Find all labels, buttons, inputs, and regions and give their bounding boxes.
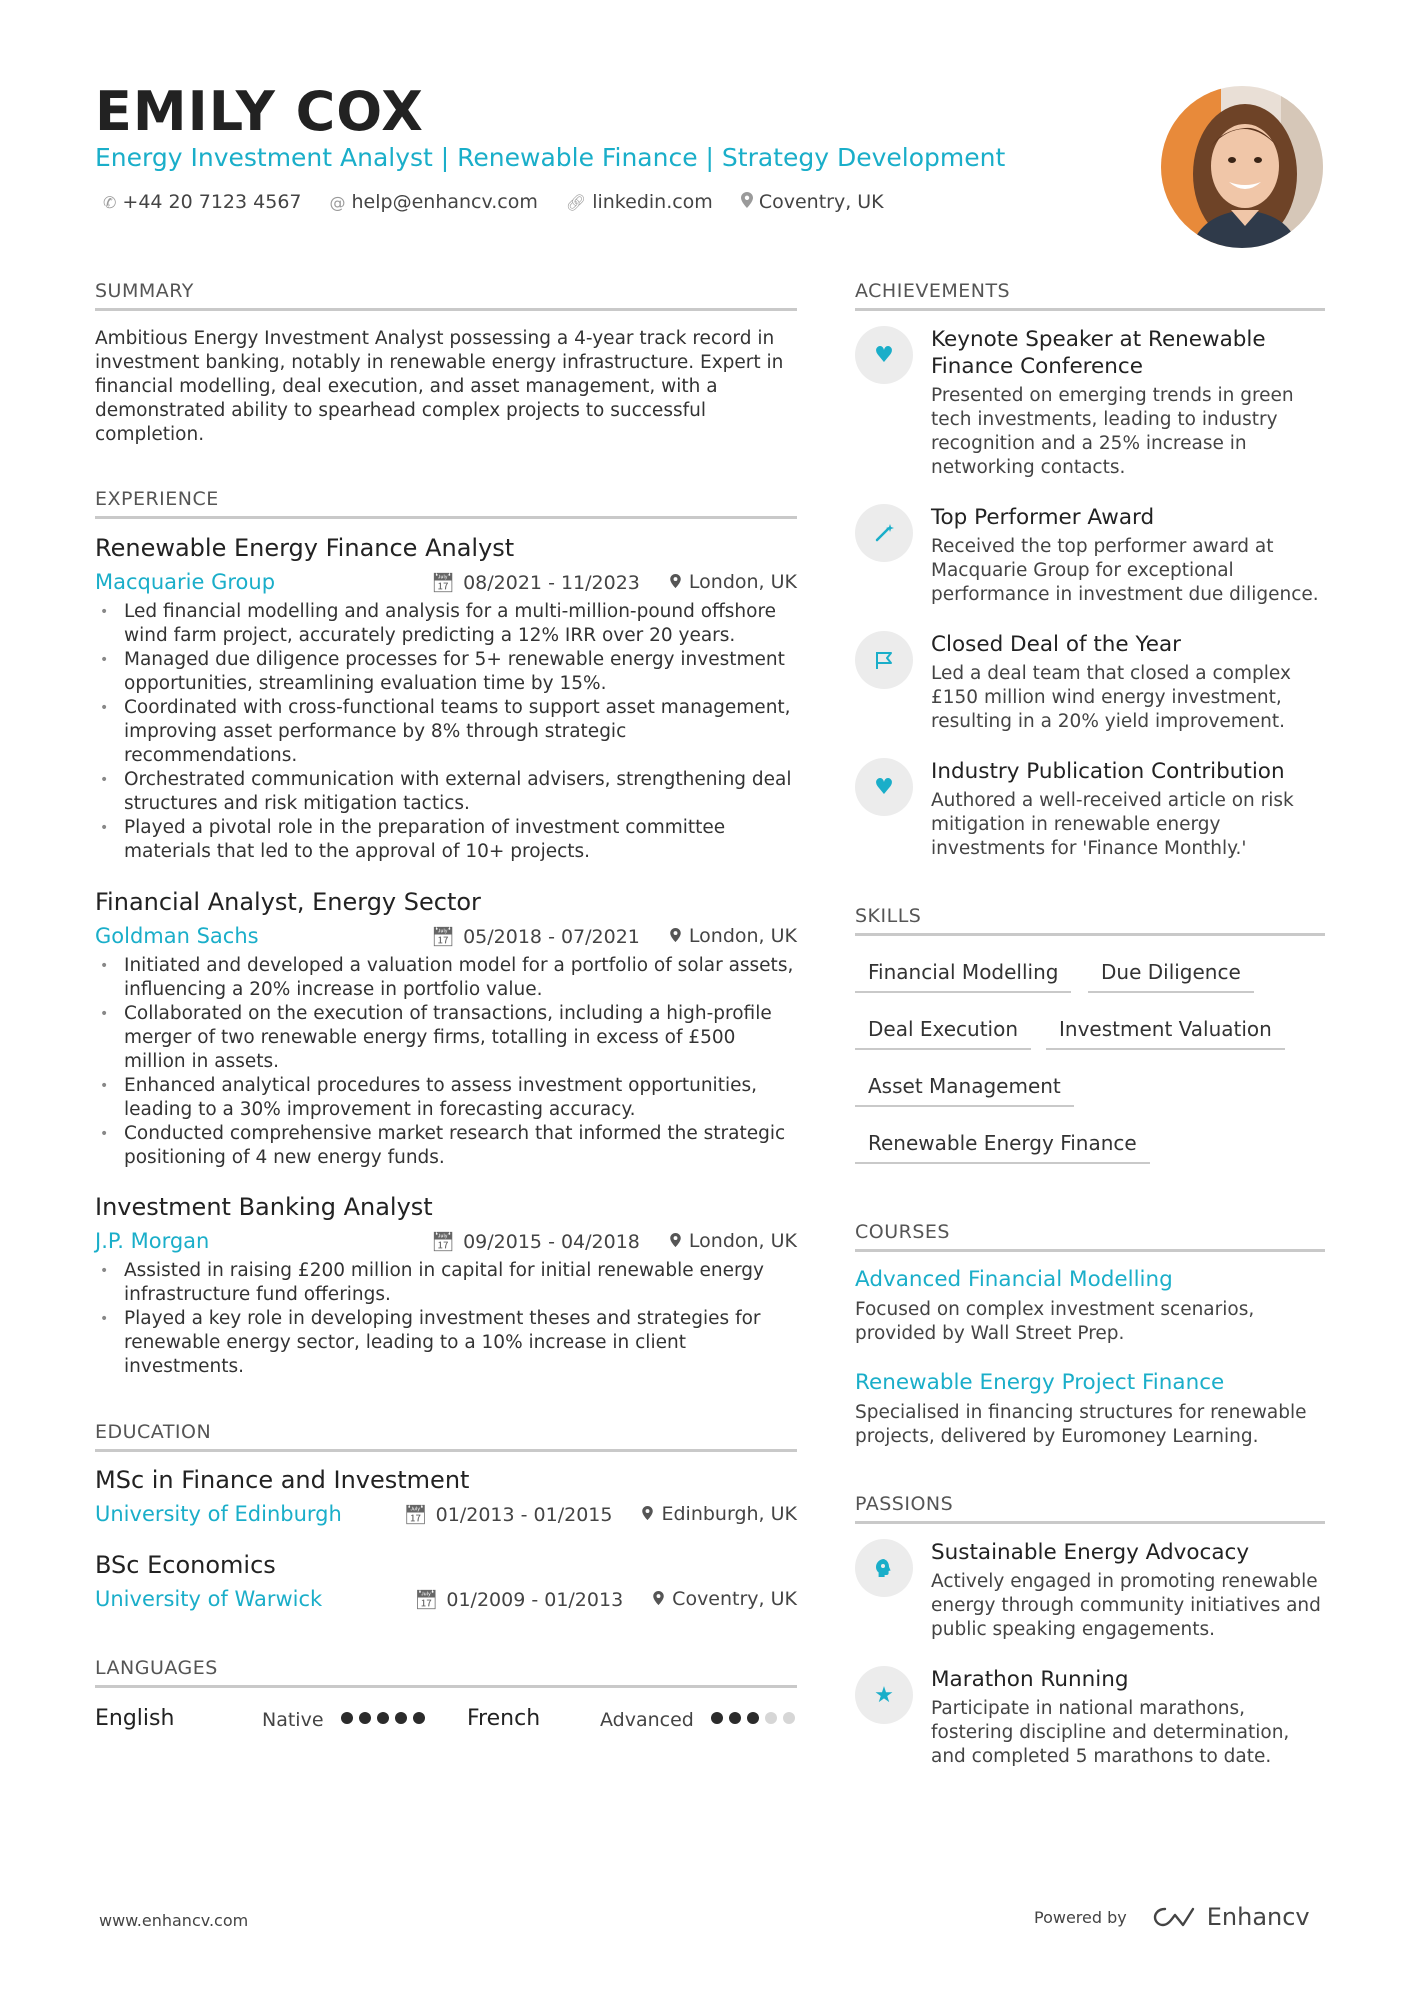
- achievement-title: Keynote Speaker at Renewable Finance Conference: [931, 327, 1266, 379]
- achievements-section-title: ACHIEVEMENTS: [855, 280, 1325, 311]
- heart-icon: ♥: [855, 758, 913, 816]
- education-location: Coventry, UK: [672, 1587, 797, 1610]
- job-bullets: [95, 954, 797, 1170]
- education-degree: BSc Economics: [95, 1551, 276, 1579]
- education-school[interactable]: University of Warwick: [95, 1587, 323, 1611]
- courses-section-title: COURSES: [855, 1221, 1325, 1252]
- rating-dot-empty: [765, 1712, 777, 1724]
- summary-section-title: SUMMARY: [95, 280, 797, 311]
- achievement-desc: Led a deal team that closed a complex £150 million wind energy investment, resulting in a 20% yield improvement.: [931, 663, 1291, 732]
- skill-tag: Asset Management: [855, 1074, 1074, 1107]
- education-entry: [95, 1551, 797, 1611]
- course-title[interactable]: Advanced Financial Modelling: [855, 1267, 1173, 1292]
- location-pin-icon: [653, 1588, 664, 1610]
- footer-website[interactable]: www.enhancv.com: [99, 1911, 249, 1930]
- achievement-item: [855, 504, 1325, 607]
- job-bullet: • Conducted comprehensive market research that informed the strategic positioning of 4 new energy funds.: [95, 1122, 797, 1170]
- job-dates: 05/2018 - 07/2021: [463, 925, 640, 948]
- course-desc: Focused on complex investment scenarios, provided by Wall Street Prep.: [855, 1299, 1255, 1344]
- rating-dot-filled: [359, 1712, 371, 1724]
- education-degree: MSc in Finance and Investment: [95, 1466, 470, 1494]
- rating-dot-filled: [729, 1712, 741, 1724]
- job-bullet: • Played a key role in developing investment theses and strategies for renewable energy sector, leading to a 10% increase in client investments.: [95, 1307, 797, 1379]
- language-rating: [341, 1712, 425, 1724]
- rating-dot-filled: [341, 1712, 353, 1724]
- profile-photo: [1161, 86, 1323, 248]
- skill-tag: Renewable Energy Finance: [855, 1131, 1150, 1164]
- job-role: Financial Analyst, Energy Sector: [95, 888, 481, 916]
- skill-tag: Financial Modelling: [855, 960, 1071, 993]
- course-item: [855, 1267, 1325, 1346]
- job-bullet: • Assisted in raising £200 million in capital for initial renewable energy infrastructure fund offerings.: [95, 1259, 797, 1307]
- job-dates: 08/2021 - 11/2023: [463, 571, 640, 594]
- achievement-item: [855, 631, 1325, 734]
- rating-dot-filled: [377, 1712, 389, 1724]
- passion-desc: Actively engaged in promoting renewable energy through community initiatives and public speaking engagements.: [931, 1571, 1321, 1640]
- passion-title: Marathon Running: [931, 1667, 1129, 1692]
- enhancv-logo[interactable]: [1151, 1903, 1310, 1931]
- language-level: Native: [262, 1709, 324, 1731]
- skill-tag: Investment Valuation: [1046, 1017, 1285, 1050]
- job-location: London, UK: [688, 570, 797, 593]
- link-icon: 🔗︎: [565, 192, 587, 212]
- powered-by-label: Powered by: [1034, 1907, 1127, 1927]
- language-level: Advanced: [600, 1709, 694, 1731]
- calendar-icon: 📅︎: [430, 925, 456, 948]
- passion-title: Sustainable Energy Advocacy: [931, 1540, 1250, 1565]
- location-pin-icon: [670, 1230, 681, 1252]
- job-bullet: • Enhanced analytical procedures to assess investment opportunities, leading to a 30% improvement in forecasting accuracy.: [95, 1074, 797, 1122]
- skill-tag: Deal Execution: [855, 1017, 1031, 1050]
- calendar-icon: 📅︎: [430, 571, 456, 594]
- brain-icon: [855, 1539, 913, 1597]
- job-bullet: • Coordinated with cross-functional teams to support asset management, improving asset performance by 8% through strategic recommendations.: [95, 696, 797, 768]
- calendar-icon: 📅︎: [403, 1503, 428, 1526]
- location-pin-icon: [741, 192, 753, 212]
- job-company[interactable]: Macquarie Group: [95, 570, 276, 594]
- experience-section-title: EXPERIENCE: [95, 488, 797, 519]
- passions-section-title: PASSIONS: [855, 1493, 1325, 1524]
- email-text: help@enhancv.com: [351, 191, 538, 213]
- location-text: Coventry, UK: [758, 191, 884, 213]
- job-bullet: • Orchestrated communication with external advisers, strengthening deal structures and risk mitigation tactics.: [95, 768, 797, 816]
- job-bullet: • Initiated and developed a valuation model for a portfolio of solar assets, influencing a 20% increase in portfolio value.: [95, 954, 797, 1002]
- job-company[interactable]: Goldman Sachs: [95, 924, 259, 948]
- passion-desc: Participate in national marathons, fostering discipline and determination, and completed 5 marathons to date.: [931, 1698, 1290, 1767]
- skill-tag: Due Diligence: [1088, 960, 1254, 993]
- contact-linkedin[interactable]: [566, 191, 713, 213]
- heart-icon: ♥: [855, 326, 913, 384]
- job-role: Investment Banking Analyst: [95, 1193, 433, 1221]
- education-dates: 01/2009 - 01/2013: [446, 1588, 624, 1611]
- location-pin-icon: [670, 925, 681, 947]
- education-dates: 01/2013 - 01/2015: [435, 1503, 613, 1526]
- star-icon: ★: [855, 1666, 913, 1724]
- achievement-title: Closed Deal of the Year: [931, 632, 1182, 657]
- contact-phone[interactable]: [103, 191, 302, 213]
- job-bullet: • Led financial modelling and analysis for a multi-million-pound offshore wind farm project, accurately predicting a 12% IRR over 20 years.: [95, 600, 797, 648]
- location-pin-icon: [642, 1503, 653, 1525]
- rating-dot-filled: [413, 1712, 425, 1724]
- education-entry: [95, 1466, 797, 1526]
- job-bullets: [95, 1259, 797, 1379]
- course-desc: Specialised in financing structures for renewable projects, delivered by Euromoney Learning.: [855, 1402, 1307, 1447]
- rating-dot-filled: [747, 1712, 759, 1724]
- job-entry: [95, 1193, 797, 1379]
- calendar-icon: 📅︎: [430, 1230, 456, 1253]
- candidate-name: EMILY COX: [95, 80, 424, 143]
- rating-dot-empty: [783, 1712, 795, 1724]
- contact-bar: [103, 191, 884, 213]
- language-rating: [711, 1712, 795, 1724]
- phone-text: +44 20 7123 4567: [122, 191, 302, 213]
- enhancv-brand-name: Enhancv: [1206, 1903, 1310, 1931]
- job-dates: 09/2015 - 04/2018: [463, 1230, 640, 1253]
- magic-wand-icon: [855, 504, 913, 562]
- contact-email[interactable]: [330, 191, 538, 213]
- job-location: London, UK: [688, 1229, 797, 1252]
- skills-section-title: SKILLS: [855, 905, 1325, 936]
- education-section-title: EDUCATION: [95, 1421, 797, 1452]
- achievement-title: Top Performer Award: [931, 505, 1155, 530]
- course-item: [855, 1370, 1325, 1449]
- achievement-item: [855, 326, 1325, 480]
- job-bullet: • Played a pivotal role in the preparation of investment committee materials that led to the approval of 10+ projects.: [95, 816, 797, 864]
- job-entry: [95, 888, 797, 1170]
- location-pin-icon: [670, 571, 681, 593]
- achievement-title: Industry Publication Contribution: [931, 759, 1285, 784]
- course-title[interactable]: Renewable Energy Project Finance: [855, 1370, 1225, 1395]
- job-bullet: • Managed due diligence processes for 5+ renewable energy investment opportunities, streamlining evaluation time by 15%.: [95, 648, 797, 696]
- summary-text: Ambitious Energy Investment Analyst possessing a 4-year track record in investment banking, notably in renewable energy infrastructure. Expert in financial modelling, deal execution, and asset management, with a demonstrated ability to spearhead complex projects to successful completion.: [95, 328, 784, 445]
- job-location: London, UK: [688, 924, 797, 947]
- job-bullet: • Collaborated on the execution of transactions, including a high-profile merger of two renewable energy firms, totalling in excess of £500 million in assets.: [95, 1002, 797, 1074]
- language-name: English: [95, 1706, 175, 1731]
- job-entry: [95, 534, 797, 864]
- footer-branding: [1034, 1903, 1310, 1931]
- achievement-desc: Received the top performer award at Macquarie Group for exceptional performance in investment due diligence.: [931, 536, 1319, 605]
- passion-item: [855, 1666, 1325, 1769]
- achievement-desc: Presented on emerging trends in green tech investments, leading to industry recognition and a 25% increase in networking contacts.: [931, 385, 1294, 478]
- languages-row: [95, 1706, 797, 1736]
- achievement-item: [855, 758, 1325, 861]
- education-location: Edinburgh, UK: [661, 1502, 797, 1525]
- calendar-icon: 📅︎: [414, 1588, 439, 1611]
- enhancv-logo-icon: [1151, 1905, 1197, 1929]
- achievement-desc: Authored a well-received article on risk mitigation in renewable energy investments for 'Finance Monthly.': [931, 790, 1294, 859]
- language-name: French: [467, 1706, 541, 1731]
- passion-item: [855, 1539, 1325, 1642]
- job-bullets: [95, 600, 797, 864]
- at-icon: @: [329, 192, 346, 212]
- job-role: Renewable Energy Finance Analyst: [95, 534, 515, 562]
- phone-icon: ✆: [103, 192, 117, 212]
- linkedin-text: linkedin.com: [592, 191, 713, 213]
- education-school[interactable]: University of Edinburgh: [95, 1502, 342, 1526]
- contact-location: [741, 191, 884, 213]
- languages-section-title: LANGUAGES: [95, 1657, 797, 1688]
- rating-dot-filled: [395, 1712, 407, 1724]
- headline: Energy Investment Analyst | Renewable Finance | Strategy Development: [95, 143, 1006, 172]
- rating-dot-filled: [711, 1712, 723, 1724]
- job-company[interactable]: J.P. Morgan: [95, 1229, 210, 1253]
- flag-icon: [855, 631, 913, 689]
